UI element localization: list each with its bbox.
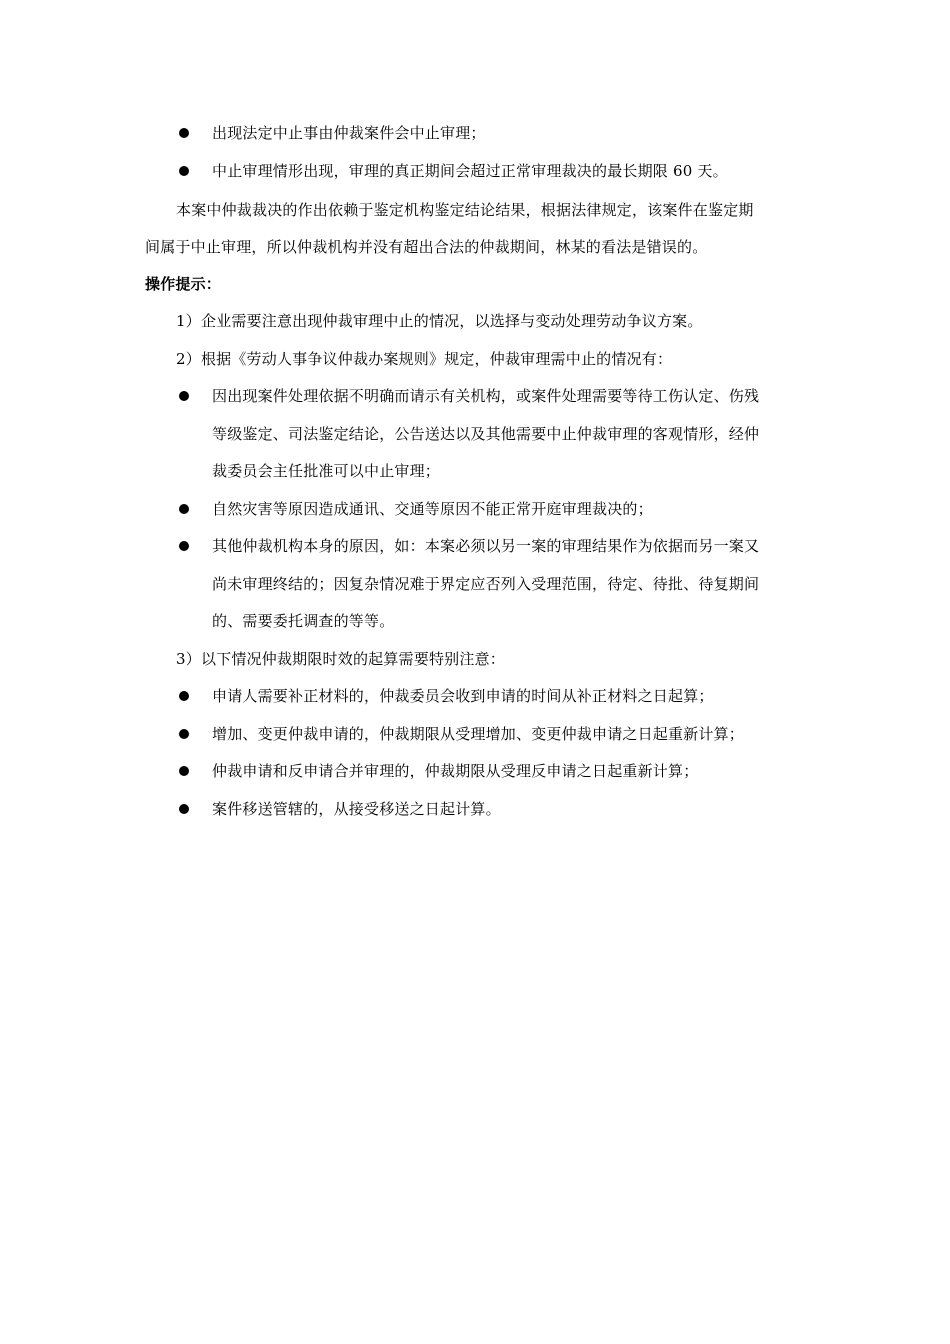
bullet-item: 因出现案件处理依据不明确而请示有关机构，或案件处理需要等待工伤认定、伤残: [212, 387, 760, 405]
bullet-item: 自然灾害等原因造成通讯、交通等原因不能正常开庭审理裁决的；: [212, 500, 653, 518]
bullet-item: 增加、变更仲裁申请的，仲裁期限从受理增加、变更仲裁申请之日起重新计算；: [212, 725, 745, 743]
bullet-item: 申请人需要补正材料的，仲裁委员会收到申请的时间从补正材料之日起算；: [212, 687, 714, 705]
bullet-item-continuation: 裁委员会主任批准可以中止审理；: [212, 462, 441, 480]
bullet-item: 案件移送管辖的，从接受移送之日起计算。: [212, 800, 501, 818]
bullet-dot-icon: [179, 729, 189, 739]
bullet-item: 其他仲裁机构本身的原因，如：本案必须以另一案的审理结果作为依据而另一案又: [212, 537, 760, 555]
bullet-item-continuation: 的、需要委托调查的等等。: [212, 612, 395, 630]
bullet-dot-icon: [179, 128, 189, 138]
tip-item: 3）以下情况仲裁期限时效的起算需要特别注意：: [176, 650, 505, 668]
section-heading: 操作提示：: [145, 275, 222, 293]
tip-item: 2）根据《劳动人事争议仲裁办案规则》规定，仲裁审理需中止的情况有：: [176, 350, 673, 368]
bullet-dot-icon: [179, 541, 189, 551]
bullet-dot-icon: [179, 766, 189, 776]
paragraph-line: 间属于中止审理，所以仲裁机构并没有超出合法的仲裁期间，林某的看法是错误的。: [145, 238, 708, 256]
bullet-dot-icon: [179, 691, 189, 701]
bullet-dot-icon: [179, 391, 189, 401]
bullet-dot-icon: [179, 804, 189, 814]
tip-item: 1）企业需要注意出现仲裁审理中止的情况，以选择与变动处理劳动争议方案。: [176, 312, 703, 330]
bullet-dot-icon: [179, 504, 189, 514]
bullet-dot-icon: [179, 166, 189, 176]
bullet-item: 中止审理情形出现，审理的真正期间会超过正常审理裁决的最长期限 60 天。: [212, 162, 728, 180]
bullet-item: 出现法定中止事由仲裁案件会中止审理；: [212, 124, 486, 142]
bullet-item-continuation: 尚未审理终结的；因复杂情况难于界定应否列入受理范围，待定、待批、待复期间: [212, 575, 760, 593]
bullet-item-continuation: 等级鉴定、司法鉴定结论，公告送达以及其他需要中止仲裁审理的客观情形，经仲: [212, 425, 760, 443]
paragraph-line: 本案中仲裁裁决的作出依赖于鉴定机构鉴定结论结果，根据法律规定，该案件在鉴定期: [176, 201, 754, 219]
bullet-item: 仲裁申请和反申请合并审理的，仲裁期限从受理反申请之日起重新计算；: [212, 762, 699, 780]
